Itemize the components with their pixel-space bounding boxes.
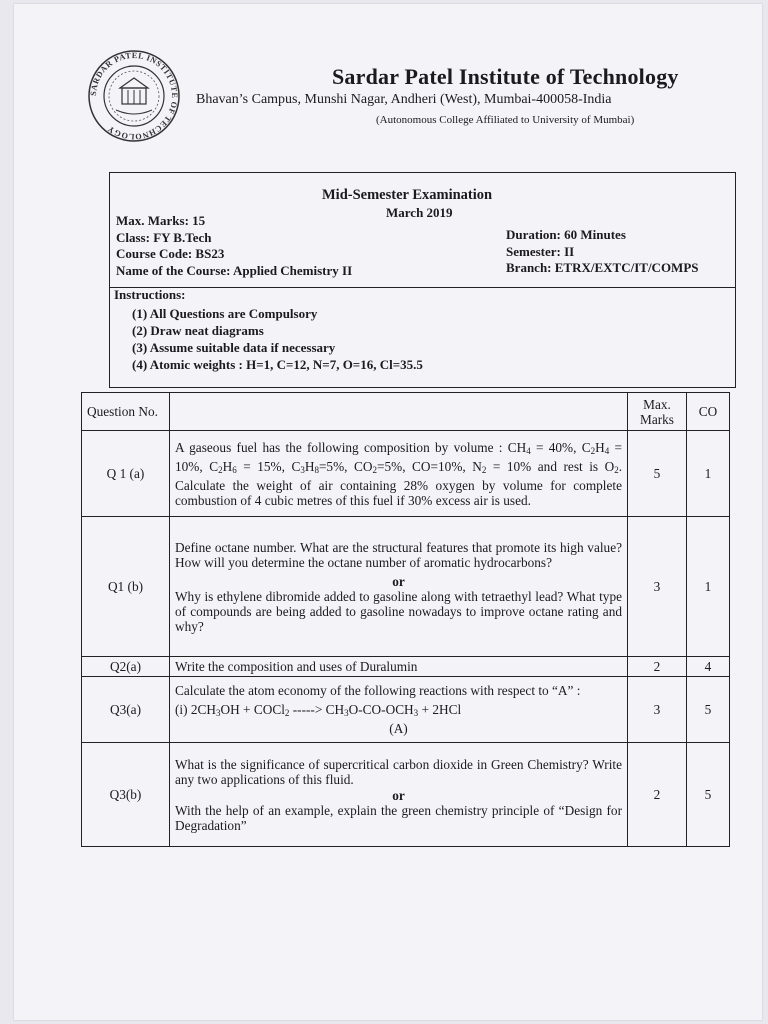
exam-title: Mid-Semester Examination	[322, 187, 493, 203]
question-text-part: Calculate the atom economy of the following reactions with respect to “A” :	[175, 683, 581, 698]
instructions-heading: Instructions:	[114, 287, 186, 302]
question-co: 1	[687, 517, 730, 657]
seal-text: SARDAR PATEL INSTITUTE OF TECHNOLOGY	[88, 50, 180, 142]
table-row	[82, 677, 730, 743]
exam-date: March 2019	[386, 205, 453, 220]
instruction-item: (3) Assume suitable data if necessary	[132, 340, 336, 355]
question-co: 5	[687, 743, 730, 847]
exam-meta-right	[506, 227, 699, 277]
question-co: 1	[687, 431, 730, 517]
table-row	[82, 431, 730, 517]
institute-affiliation: (Autonomous College Affiliated to University of Mumbai)	[376, 114, 635, 126]
question-number: Q3(b)	[82, 743, 170, 847]
question-co: 5	[687, 677, 730, 743]
max-marks: Max. Marks: 15	[116, 213, 206, 228]
institute-name: Sardar Patel Institute of Technology	[332, 64, 679, 89]
question-number: Q2(a)	[82, 657, 170, 677]
question-text: Write the composition and uses of Duralumin	[170, 657, 628, 677]
question-marks: 2	[628, 743, 687, 847]
exam-info-box	[109, 172, 736, 388]
or-separator: or	[392, 787, 405, 803]
duration: Duration: 60 Minutes	[506, 227, 626, 242]
branch: Branch: ETRX/EXTC/IT/COMPS	[506, 260, 699, 275]
instruction-item: (2) Draw neat diagrams	[132, 323, 264, 338]
question-number: Q1 (b)	[82, 517, 170, 657]
instructions-list	[132, 305, 423, 373]
table-row	[82, 743, 730, 847]
divider	[110, 287, 735, 288]
question-text: A gaseous fuel has the following composition by volume : $CH_4 = 40\%$, $C_2H_4 = 10\%$, $C_2H_6 = 15\%$, $C_3H_8=5\%$, $CO_2=5\%$, CO=10%, $N_2 = 10\%$ and rest is $O_2$. Calculate the weight of air containing 28% oxygen by volume for complete combustion of 4 cubic metres of this fuel if 30% excess air is used.	[170, 431, 628, 517]
or-separator: or	[392, 573, 405, 589]
question-text-part: What is the significance of supercritical carbon dioxide in Green Chemistry? Write any two applications of this fluid.	[175, 756, 622, 787]
question-marks: 2	[628, 657, 687, 677]
question-marks: 5	[628, 431, 687, 517]
question-text	[170, 677, 628, 743]
question-text-alt: With the help of an example, explain the green chemistry principle of “Design for Degradation”	[175, 802, 622, 833]
reaction-equation: (i) $2CH_3OH$ + COCl$_2$ -----> $CH_3O-CO-OCH_3 + 2HCl$	[175, 702, 462, 718]
header-question-text	[170, 393, 628, 431]
instruction-item: (4) Atomic weights : H=1, C=12, N=7, O=16, Cl=35.5	[132, 357, 423, 372]
question-marks: 3	[628, 517, 687, 657]
reaction-label: (A)	[389, 721, 408, 736]
course-name: Name of the Course: Applied Chemistry II	[116, 262, 353, 278]
question-text-alt: Why is ethylene dibromide added to gasoline along with tetraethyl lead? What type of compounds are being added to gasoline nowadays to improve octane rating and why?	[175, 588, 622, 634]
question-number: Q3(a)	[82, 677, 170, 743]
table-row	[82, 657, 730, 677]
exam-meta-left	[116, 213, 352, 279]
exam-paper	[14, 4, 762, 1020]
header-question-no: Question No.	[82, 393, 170, 431]
header-co: CO	[687, 393, 730, 431]
table-row	[82, 517, 730, 657]
question-marks: 3	[628, 677, 687, 743]
question-text	[170, 743, 628, 847]
header-max-marks: Max. Marks	[628, 393, 687, 431]
class-label: Class: FY B.Tech	[116, 229, 212, 245]
course-code: Course Code: BS23	[116, 246, 225, 261]
semester: Semester: II	[506, 243, 575, 259]
question-number: Q 1 (a)	[82, 431, 170, 517]
institute-seal-icon	[86, 48, 182, 144]
questions-table	[81, 392, 730, 847]
institute-address: Bhavan’s Campus, Munshi Nagar, Andheri (West), Mumbai-400058-India	[196, 92, 612, 107]
instruction-item: (1) All Questions are Compulsory	[132, 306, 318, 321]
question-text	[170, 517, 628, 657]
table-header-row	[82, 393, 730, 431]
question-co: 4	[687, 657, 730, 677]
question-text-part: Define octane number. What are the structural features that promote its high value? How will you determine the octane number of aromatic hydrocarbons?	[175, 539, 622, 570]
